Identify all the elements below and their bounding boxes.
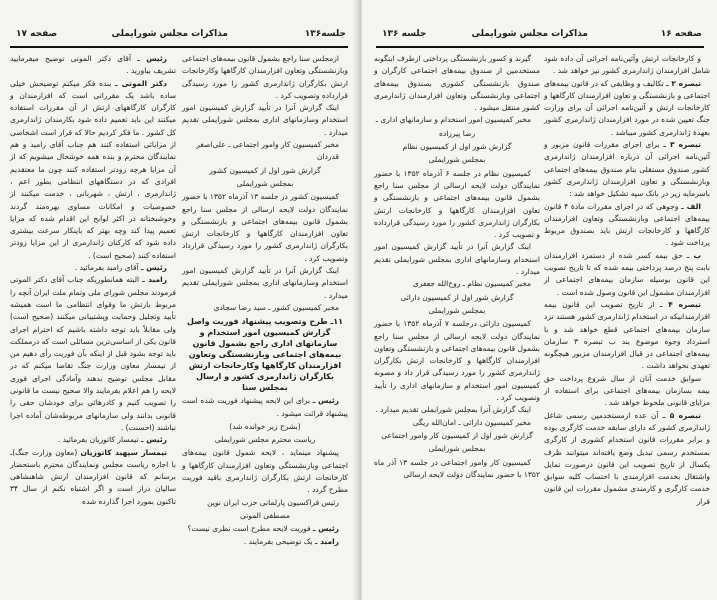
- paragraph-text: رضا پیرزاده: [438, 128, 476, 138]
- paragraph: [10, 274, 176, 434]
- paragraph-text: بمجلس شورایملی: [428, 444, 486, 454]
- page-header: [376, 29, 706, 45]
- lead-label: رئیس ـ: [141, 263, 167, 273]
- paragraph-text: فوریت لایحه مطرح است نظری نیست؟: [187, 524, 311, 534]
- paragraph-text: تکالیف و وظایفی که در قانون بیمه‌های اجتماعی و بازنشستگی و تعاون افزارمندان کارگاهها و کارخانجات ارتش و آئین‌نامه اجرائی آن برای وزارت جنگ تعیین شده در مورد افزارمندان ژاندارمری کشور بعهدهٔ ژاندارمری کشور میباشد .: [544, 78, 710, 137]
- header-rule: [376, 46, 704, 48]
- lead-label: تیمسار سپهبد کاتوزیان: [80, 447, 167, 457]
- lead-label: دکتر الموتی ـ: [115, 78, 167, 88]
- paragraph: [544, 373, 710, 410]
- paragraph-text: گیرند و کسور بازنشستگی پرداختی ازطرف اینگونه مستخدمین از صندوق بیمه‌های اجتماعی کارگران و صندوق بازنشستگی کشوری بصندوق بیمه‌های اجتماعی وبازنشستگی وتعاون افزارمندان ژاندارمری کشور منتقل میشود .: [374, 54, 540, 113]
- paragraph: [544, 53, 710, 78]
- speaker-name: رئیس ـ: [137, 54, 167, 63]
- paragraph-text: پیشنهاد مینماید ، لایحه شمول قانون بیمه‌های اجتماعی وبازنشستگی وتعاون افزارمندان کارگاهها و کارخانجات ارتش بکارگران ژاندارمری باقید فوریت مطرح گردد .: [182, 448, 348, 495]
- paragraph-text: و کارخانجات ارتش وآئین‌نامه اجرائی آن داده شود شامل افزارمندان ژاندارمری کشور نیز خواهد شد .: [544, 54, 710, 76]
- lead-label: الف ـ: [681, 201, 702, 211]
- header-rule: [10, 46, 348, 48]
- paragraph-text: آن عده ازمستخدمین رسمی شاغل ژاندارمری کشور که دارای سابقه خدمت کارگری بوده و برابر مقررات قانون استخدام کشوری از کارگری بمستخدم رسمی تبدیل وضع یافته‌اند میتوانند ظرف یکسال از تاریخ تصویب این قانون درصورت تمایل واشتغال بخدمت افزارمندی با احتساب کلیه سوابق خدمت کارگری و کارمندی مشمول مقررات این قانون قرار: [544, 410, 710, 506]
- paragraph-text: از تاریخ تصویب این قانون بیمه افزارمندانیکه در استخدام ژاندارمری کشور هستند نزد سازمان بیمه‌های اجتماعی قطع خواهد شد و با استرداد وجوه موضوع بند ب تبصره ۳ سازمان بیمه‌های اجتماعی در قبال افزارمندان مزبور هیچگونه تعهدی نخواهد داشت .: [544, 299, 711, 371]
- signature-line: [374, 417, 540, 429]
- session-number: جلسه ۱۳۶: [382, 29, 427, 39]
- paragraph-text: آقای رامبد بفرمائید .: [74, 263, 139, 273]
- paragraph-text: سوابق خدمت آنان از سال شروع پرداخت حق بیمه بسازمان بیمه‌های اجتماعی برای استفاده از مزایای قانونی ملحوظ خواهد شد .: [544, 373, 710, 408]
- section-heading: [185, 316, 345, 393]
- paragraph-text: بمجلس شورایملی: [236, 178, 294, 188]
- paragraph: [10, 262, 176, 274]
- paragraph: [544, 250, 710, 299]
- paragraph-text: بنده فکر میکنم توضیحش خیلی ساده باشد یک مقرراتی است که افزارمندان و کارگران کارگاههای ارتش از آن مقررات استفاده میکنند این باید تعمیم داده شود بکارمندان ژاندارمری کل کشور . ما فکر کردیم حالا که قرار است اشخاصی از مزایائی استفاده کنند هم جناب آقای رامبد و هم نمایندگان محترم و بنده همه خوشحال میشویم که از آن مزایا هرچه زودتر استفاده کنند چون ما معتقدیم افرادی که در دستگاههای انتظامی بطور اعم ، ژاندارمری ، ارتش ، شهربانی ، خدمت میکنند از خصوصیات و امکانات مساوی بهره‌مند گردند وخوشبختانه در اکثر لوایح این اقدام شده که مزایا تعمیم پیدا کند وچه بهتر که باینکار سرعت بیشتری داده شود که کارکنان ژاندارمری از این مزایا زودتر استفاده کنند (صحیح است) .: [10, 78, 176, 260]
- paragraph-text: گزارش شور اول از کمیسیون کار وامور اجتماعی: [381, 430, 533, 440]
- paragraph-text: ازمجلس سنا راجع بشمول قانون بیمه‌های اجتماعی وبازنشستگی وتعاون افزارمندان کارگاهها وکارخانجات ارتش بکارگران ژاندارمری کشور را مورد رسیدگی قرارداده وتصویب کرد .: [181, 54, 348, 100]
- paragraph: [182, 53, 348, 102]
- paragraph-text: کمیسیون نظام در جلسه ۶ آذرماه ۱۳۵۲ با حضور نمایندگان دولت لایحه ارسالی از مجلس سنا راجع بشمول قانون بیمه‌های اجتماعی و بازنشستگی و تعاون افزارمندان کارگاهها و کارخانجات ارتش بکارگران ژاندارمری کشور را مورد رسیدگی قرارداده و تصویب کرد .: [374, 168, 540, 240]
- lead-label: رامبد ـ: [314, 536, 339, 546]
- paragraph: [182, 265, 348, 302]
- paragraph: [10, 447, 176, 508]
- paragraph: [544, 139, 710, 200]
- running-title: مذاکرات مجلس شورایملی: [111, 29, 228, 39]
- centered-heading: [182, 165, 348, 177]
- signature-line: [182, 139, 348, 164]
- signature-line: [374, 114, 540, 126]
- paragraph-text: اینک گزارش آنرا بمجلس شورایملی تقدیم میدارد .: [375, 405, 531, 415]
- paragraph: [374, 457, 540, 482]
- paragraph: [182, 536, 348, 548]
- centered-heading: [374, 292, 540, 304]
- lead-label: رامبد ـ: [142, 275, 167, 285]
- centered-heading: [374, 128, 540, 140]
- paragraph: [544, 78, 710, 139]
- text-column: [182, 53, 348, 548]
- paragraph-text: مصطفی الموتی: [239, 510, 291, 520]
- centered-heading: [374, 443, 540, 455]
- paragraph: [374, 404, 540, 416]
- paragraph-text: وجوهی که در اجرای مقررات مادهٔ ۴ قانون بیمه‌های اجتماعی وبازنشستگی وتعاون افزارمندان کارگاهها و کارخانجات ارتش باید بصندوق مربوط پرداخت شود .: [544, 201, 710, 248]
- centered-heading: [374, 430, 540, 442]
- paragraph: [10, 434, 176, 446]
- paragraph: [182, 395, 348, 420]
- paragraph-text: اینک گزارش آنرا در تأیید گزارش کمیسیون امور استخدام وسازمانهای اداری بمجلس شورایملی تقدیم میدارد .: [374, 242, 540, 277]
- lead-label: رئیس ـ: [313, 524, 339, 534]
- paragraph-text: (معاون وزارت جنگ)ـ با اجازه ریاست مجلس ونمایندگان محترم باستحضار برسانم که قانون افزارمندان ارتش شاهنشاهی سالیان دراز است و اگر اشتباه نکنم از سال ۳۴ تاکنون بمورد اجرا گذارده شده: [10, 447, 176, 506]
- paragraph: [374, 318, 540, 404]
- centered-heading: [182, 434, 348, 446]
- page-number: صفحه ۱۶: [660, 29, 702, 39]
- paragraph-text: مخبر کمیسیون نظام ـ روح‌الله جعفری: [412, 279, 531, 289]
- left-page: [0, 0, 358, 600]
- centered-heading: [374, 141, 540, 153]
- paragraph: [544, 201, 710, 250]
- paragraph-text: تیمسار کاتوزیان بفرمائید .: [57, 435, 139, 445]
- signature-line: [374, 278, 540, 290]
- paragraph-text: مخبر کمیسیون کار وامور اجتماعی ـ علی‌اصغر قدردان: [196, 140, 339, 162]
- lead-label: تبصره ۳ ـ: [663, 140, 701, 150]
- centered-heading: [374, 305, 540, 317]
- paragraph: [544, 410, 710, 508]
- paragraph-text: حق بیمه کسر شده از دستمزد افزارمندان بابت پنج درصد پرداختی بیمه شده که تا تاریخ تصویب این قانون بوسیله سازمان بیمه‌های اجتماعی از افزارمندان مشمول این قانون وصول شده است .: [544, 250, 710, 297]
- paragraph-text: برای این لایحه پیشنهاد فوریت شده است پیشنهاد قرائت میشود .: [182, 396, 348, 418]
- paragraph: [182, 523, 348, 535]
- paragraph-text: کمیسیون کار وامور اجتماعی در جلسه ۱۳ آذر ماه ۱۳۵۲ با حضور نمایندگان دولت لایحه ارسالی: [374, 457, 540, 479]
- paragraph-text: بمجلس شورایملی: [428, 155, 486, 165]
- signature-line: [182, 302, 348, 314]
- paragraph-text: گزارش شور اول از کمیسیون دارائی: [400, 292, 514, 302]
- paragraph-text: مخبر کمیسیون کشور ـ سید رضا سجادی: [213, 302, 339, 312]
- paragraph-text: یک توضیحی بفرمایند .: [243, 536, 313, 546]
- paragraph-text: آقای دکتر الموتی توضیح میفرمایید تشریف بیاورید .: [10, 54, 176, 76]
- paragraph-text: (بشرح زیر خوانده شد): [229, 421, 301, 431]
- paragraph: [544, 299, 710, 373]
- paragraph: [182, 191, 348, 265]
- text-column: [10, 53, 176, 508]
- text-column: [544, 53, 710, 508]
- paragraph: [374, 241, 540, 278]
- right-page: [362, 0, 717, 600]
- centered-heading: [182, 178, 348, 190]
- paragraph-text: البته همانطوریکه جناب آقای دکتر الموتی فرمودند مجلس شورای ملی وتمام ملت ایران آنچه را مربوط بارتش ما وقوای انتظامی ما است همیشه تأیید وتجلیل وحمایت وپشتیبانی میکنند (صحیح است) ولی مقابلاً باید توجه داشته باشیم که احترام اجرای قانون یکی از اساسی‌ترین مسائلی است که درمملکت باید توجه بشود قبل از اینکه بآن فوریت رأی دهیم من از تیمسار معاون وزارت جنگ تقاضا میکنم که در مقابل مجلس توضیح بدهند وآمادگی اجرای فوری لایحه را هم اعلام بفرمایند والا صحیح نیست ما قانونی را تصویب کنیم و کادرهائی برای خودشان حقی را قانونی بدانند ولی سازمانهای مربوطه‌شان آماده اجرا نباشند (احسنت) .: [10, 275, 176, 432]
- paragraph-text: رئیس فراکسیون پارلمانی حزب ایران نوین: [207, 497, 339, 507]
- paragraph-text: گزارش شور اول از کمیسیون نظام: [402, 142, 512, 152]
- paragraph: [182, 102, 348, 139]
- paragraph-text: ۱۱ـ طرح وتصویب پیشنهاد فوریت واصل گزارش کمیسیون امور استخدام و سازمانهای اداری راجع بشمول قانون بیمه‌های اجتماعی وبازنشستگی وتعاون افزارمندان کارگاهها وکارخانجات ارتش بکارگران ژاندارمری کشور و ارسال بمجلس سنا: [186, 317, 344, 393]
- centered-heading: [182, 510, 348, 522]
- paragraph-text: ریاست محترم مجلس شورایملی: [214, 435, 316, 445]
- session-number: جلسه۱۳۶: [304, 29, 346, 39]
- paragraph: [374, 168, 540, 242]
- paragraph-text: اینک گزارش آنرا در تأیید گزارش کمیسیون امور استخدام وسازمانهای اداری بمجلس شورایملی تقدیم میدارد .: [182, 103, 348, 137]
- running-title: مذاکرات مجلس شورایملی: [471, 29, 588, 39]
- paragraph-text: گزارش شور اول از کمیسیون کشور: [209, 165, 321, 175]
- lead-label: تبصره ۴ ـ: [659, 299, 701, 309]
- paragraph: [10, 78, 176, 262]
- paragraph-text: مخبر کمیسیون امور استخدام و سازمانهای اداری ـ: [375, 115, 531, 125]
- paragraph-text: بمجلس شورایملی: [428, 305, 486, 315]
- paragraph-text: اینک گزارش آنرا در تأیید گزارش کمیسیون امور استخدام وسازمانهای اداری بمجلس شورایملی تقدیم میدارد .: [182, 266, 348, 300]
- text-column: [374, 53, 540, 481]
- lead-label: ب ـ: [686, 250, 702, 260]
- page-number: صفحه ۱۷: [16, 29, 58, 39]
- paragraph: [10, 53, 176, 78]
- paragraph-text: مخبر کمیسیون دارائی ـ امان‌الله ریگی: [412, 417, 531, 427]
- paragraph-text: برای اجرای مقررات قانون مزبور و آئین‌نامه اجرائی آن درباره افزارمندان ژاندارمری کشور صندوق مستقلی بنام صندوق بیمه‌های اجتماعی وبازنشستگی و تعاون افزارمندان ژاندارمری کشور باسرمایه زیر در بانک سپه تشکیل خواهد شد :: [544, 140, 710, 199]
- paragraph: [374, 53, 540, 114]
- lead-label: تبصره ۲ ـ: [666, 78, 701, 88]
- lead-label: تبصره ۵ ـ: [662, 410, 701, 420]
- lead-label: رئیس ـ: [312, 396, 339, 406]
- paragraph-text: کمیسیون کشور در جلسه ۱۳ آذرماه ۱۳۵۲ با حضور نمایندگان دولت لایحه ارسالی از مجلس سنا راجع بشمول قانون بیمه‌های اجتماعی و بازنشستگی و تعاون افزارمندان کارگاهها و کارخانجات ارتش بکارگران ژاندارمری کشور را مورد رسیدگی قرارداد وتصویب کرد .: [182, 192, 348, 263]
- paragraph-text: کمیسیون دارائی درجلسه ۷ آذرماه ۱۳۵۲ با حضور نمایندگان دولت لایحه ارسالی از مجلس سنا راجع بشمول قانون بیمه‌های اجتماعی و بازنشستگی وتعاون افزارمندان کارگاهها و کارخانجات ارتش بکارگران ژاندارمری کشور را مورد رسیدگی قرار داد و مصوبه کمیسیون امور استخدام و سازمانهای اداری را تأیید وتصویب کرد .: [374, 319, 540, 403]
- lead-label: رئیس ـ: [141, 435, 167, 445]
- centered-heading: [374, 154, 540, 166]
- centered-heading: [182, 421, 348, 433]
- paragraph: [182, 447, 348, 496]
- page-header: [10, 29, 350, 45]
- signature-line: [182, 497, 348, 509]
